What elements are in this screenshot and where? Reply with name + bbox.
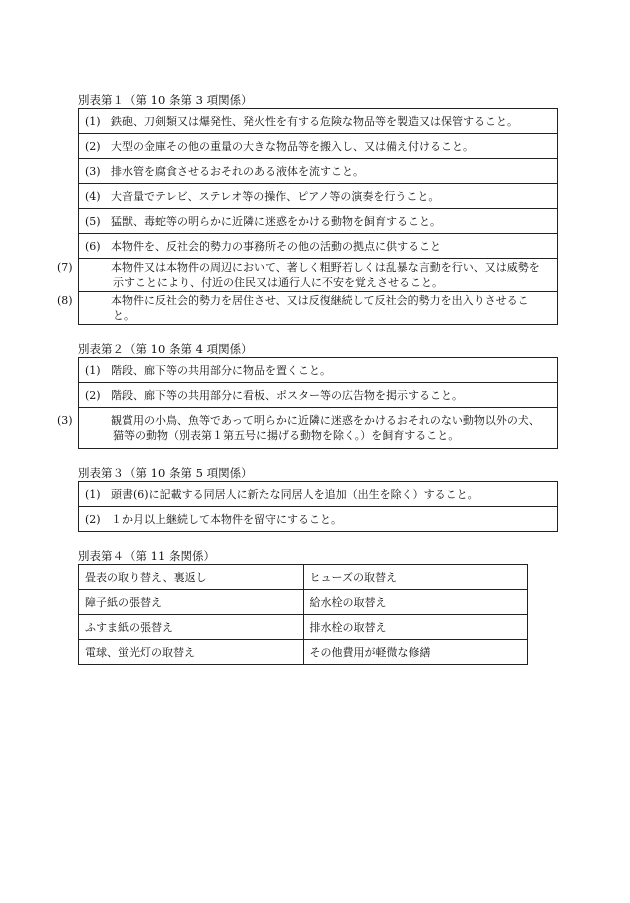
table-cell xyxy=(79,209,558,234)
item-number: (1) xyxy=(85,487,101,501)
spacer xyxy=(78,449,558,465)
table-cell xyxy=(79,507,558,532)
item-block xyxy=(57,293,549,323)
section-heading-3: 別表第３（第 10 条第 5 項関係） xyxy=(78,466,253,480)
table-row xyxy=(79,482,558,507)
repair-item-cell: ヒューズの取替え xyxy=(303,565,528,590)
table-row xyxy=(79,259,558,292)
item-text: 排水管を腐食させるおそれのある液体を流すこと。 xyxy=(111,164,364,178)
item-text: 大音量でテレビ、ステレオ等の操作、ピアノ等の演奏を行うこと。 xyxy=(111,189,440,203)
table-appendix-3 xyxy=(78,481,558,532)
item-number: (1) xyxy=(85,114,101,128)
repair-item-cell: 畳表の取り替え、裏返し xyxy=(79,565,304,590)
table-row xyxy=(79,408,558,449)
table-cell xyxy=(79,159,558,184)
repair-item-cell: 排水栓の取替え xyxy=(303,615,528,640)
spacer xyxy=(78,325,558,341)
table-row xyxy=(79,234,558,259)
table-row xyxy=(79,358,558,383)
table-cell xyxy=(79,109,558,134)
item-number: (3) xyxy=(57,414,73,427)
section-heading-2: 別表第２（第 10 条第 4 項関係） xyxy=(78,342,253,356)
table-cell xyxy=(79,482,558,507)
item-number: (4) xyxy=(85,189,101,203)
item-number: (5) xyxy=(85,214,101,228)
table-appendix-4 xyxy=(78,564,528,665)
item-block xyxy=(57,413,549,443)
item-number: (7) xyxy=(57,261,73,274)
item-number: (6) xyxy=(85,239,101,253)
item-text: 大型の金庫その他の重量の大きな物品等を搬入し、又は備え付けること。 xyxy=(111,139,474,153)
item-number: (2) xyxy=(85,512,101,526)
table-row xyxy=(79,383,558,408)
table-row xyxy=(79,590,528,615)
item-text: 猛獣、毒蛇等の明らかに近隣に迷惑をかける動物を飼育すること。 xyxy=(111,214,441,228)
item-text: 本物件又は本物件の周辺において、著しく粗野若しくは乱暴な言動を行い、又は威勢を示すことにより、付近の住民又は通行人に不安を覚えさせること。 xyxy=(111,261,540,289)
repair-item-cell: 障子紙の張替え xyxy=(79,590,304,615)
table-row xyxy=(79,292,558,325)
item-text: 鉄砲、刀剣類又は爆発性、発火性を有する危険な物品等を製造又は保管すること。 xyxy=(111,114,518,128)
table-cell xyxy=(57,408,558,449)
table-row xyxy=(79,134,558,159)
item-number: (3) xyxy=(85,164,101,178)
table-appendix-1 xyxy=(57,108,558,325)
table-row xyxy=(79,615,528,640)
item-block xyxy=(57,260,549,290)
table-appendix-2 xyxy=(57,357,558,449)
item-number: (8) xyxy=(57,294,73,307)
table-cell xyxy=(57,292,558,325)
repair-item-cell: その他費用が軽微な修繕 xyxy=(303,640,528,665)
table-row xyxy=(79,565,528,590)
table-row xyxy=(79,209,558,234)
item-number: (1) xyxy=(85,363,101,377)
table-row xyxy=(79,184,558,209)
table-cell xyxy=(57,259,558,292)
section-heading-4: 別表第４（第 11 条関係） xyxy=(78,549,215,563)
spacer xyxy=(78,532,558,548)
table-cell xyxy=(79,383,558,408)
section-heading-1: 別表第１（第 10 条第 3 項関係） xyxy=(78,93,253,107)
repair-item-cell: 給水栓の取替え xyxy=(303,590,528,615)
table-cell xyxy=(79,234,558,259)
table-row xyxy=(79,159,558,184)
table-cell xyxy=(79,134,558,159)
repair-item-cell: 電球、蛍光灯の取替え xyxy=(79,640,304,665)
table-row xyxy=(79,109,558,134)
item-text: １か月以上継続して本物件を留守にすること。 xyxy=(111,512,342,526)
repair-item-cell: ふすま紙の張替え xyxy=(79,615,304,640)
item-text: 観賞用の小鳥、魚等であって明らかに近隣に迷惑をかけるおそれのない動物以外の犬、猫等の動物（別表第１第五号に揚げる動物を除く。）を飼育すること。 xyxy=(111,414,540,442)
item-text: 本物件に反社会的勢力を居住させ、又は反復継続して反社会的勢力を出入りさせること。 xyxy=(111,294,529,322)
table-row xyxy=(79,640,528,665)
table-cell xyxy=(79,184,558,209)
table-row xyxy=(79,507,558,532)
item-number: (2) xyxy=(85,139,101,153)
item-text: 階段、廊下等の共用部分に物品を置くこと。 xyxy=(111,363,331,377)
item-text: 本物件を、反社会的勢力の事務所その他の活動の拠点に供すること xyxy=(111,239,441,253)
document-body xyxy=(57,92,558,665)
table-cell xyxy=(79,358,558,383)
item-number: (2) xyxy=(85,388,101,402)
item-text: 階段、廊下等の共用部分に看板、ポスター等の広告物を掲示すること。 xyxy=(111,388,463,402)
item-text: 頭書(6)に記載する同居人に新たな同居人を追加（出生を除く）すること。 xyxy=(111,487,479,501)
